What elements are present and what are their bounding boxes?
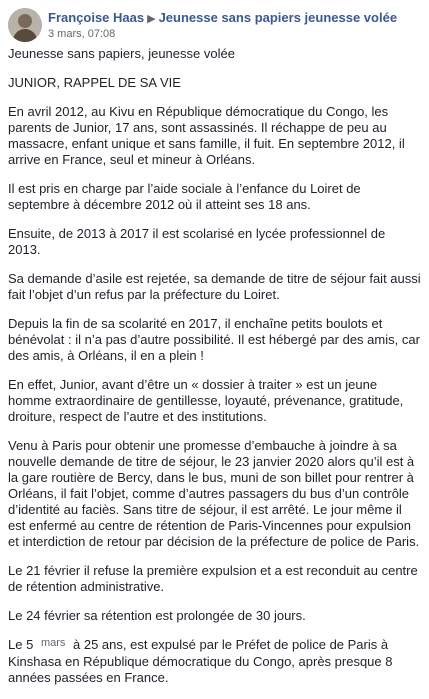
group-name-link[interactable]: Jeunesse sans papiers jeunesse volée	[158, 10, 398, 25]
triangle-right-icon: ▶	[147, 13, 156, 25]
author-avatar[interactable]	[8, 8, 42, 42]
post-attribution	[48, 10, 423, 27]
post-timestamp[interactable]: 3 mars, 07:08	[48, 28, 116, 40]
last-paragraph-suffix: à 25 ans, est expulsé par le Préfet de police de Paris à Kinshasa en République démocratique du Congo, après presque 8 années passées en France.	[8, 637, 393, 685]
post-header	[8, 6, 423, 42]
post-paragraph: Sa demande d’asile est rejetée, sa demande de titre de séjour fait aussi fait l’objet d’un refus par la préfecture du Loiret.	[8, 271, 421, 302]
date-tag: mars	[40, 637, 66, 649]
post-paragraph: Il est pris en charge par l’aide sociale à l’enfance du Loiret de septembre à décembre 2012 où il atteint ses 18 ans.	[8, 181, 361, 212]
post-body	[8, 46, 421, 699]
post-paragraph: Jeunesse sans papiers, jeunesse volée	[8, 46, 235, 61]
post-paragraph: En effet, Junior, avant d’être un « dossier à traiter » est un jeune homme extraordinaire de gentillesse, loyauté, prévenance, gratitude, droiture, respect de l’autre et des institutions.	[8, 377, 404, 424]
post-paragraph: En avril 2012, au Kivu en République démocratique du Congo, les parents de Junior, 17 ans, sont assassinés. Il réchappe de peu au massacre, enfant unique et sans famille, il fuit. En septembre 2012, il arrive en France, seul et mineur à Orléans.	[8, 104, 405, 167]
post-paragraph: Le 21 février il refuse la première expulsion et a est reconduit au centre de rétention administrative.	[8, 563, 418, 594]
post-paragraph: JUNIOR, RAPPEL DE SA VIE	[8, 75, 181, 90]
post-paragraph-last	[8, 637, 421, 686]
post-paragraph: Depuis la fin de sa scolarité en 2017, il enchaîne petits boulots et bénévolat : il n’a pas d’autre possibilité. Il est hébergé par des amis, car des amis, à Orléans, il en a plein !	[8, 316, 420, 363]
post-paragraph: Venu à Paris pour obtenir une promesse d’embauche à joindre à sa nouvelle demande de titre de séjour, le 23 janvier 2020 alors qu’il est à la gare routière de Bercy, dans le bus, muni de son billet pour rentrer à Orléans, il fait l’objet, comme d’autres passagers du bus d’un contrôle d’identité au faciès. Sans titre de séjour, il est arrêté. Le jour même il est enfermé au centre de rétention de Paris-Vincennes pour expulsion et interdiction de retour par décision de la préfecture de police de Paris.	[8, 438, 420, 549]
author-name-link[interactable]: Françoise Haas	[48, 10, 145, 25]
post-paragraph: Le 24 février sa rétention est prolongée de 30 jours.	[8, 608, 306, 623]
avatar-photo-icon	[8, 8, 42, 42]
post-paragraph: Ensuite, de 2013 à 2017 il est scolarisé en lycée professionnel de 2013.	[8, 226, 386, 257]
last-paragraph-prefix: Le 5	[8, 637, 34, 652]
